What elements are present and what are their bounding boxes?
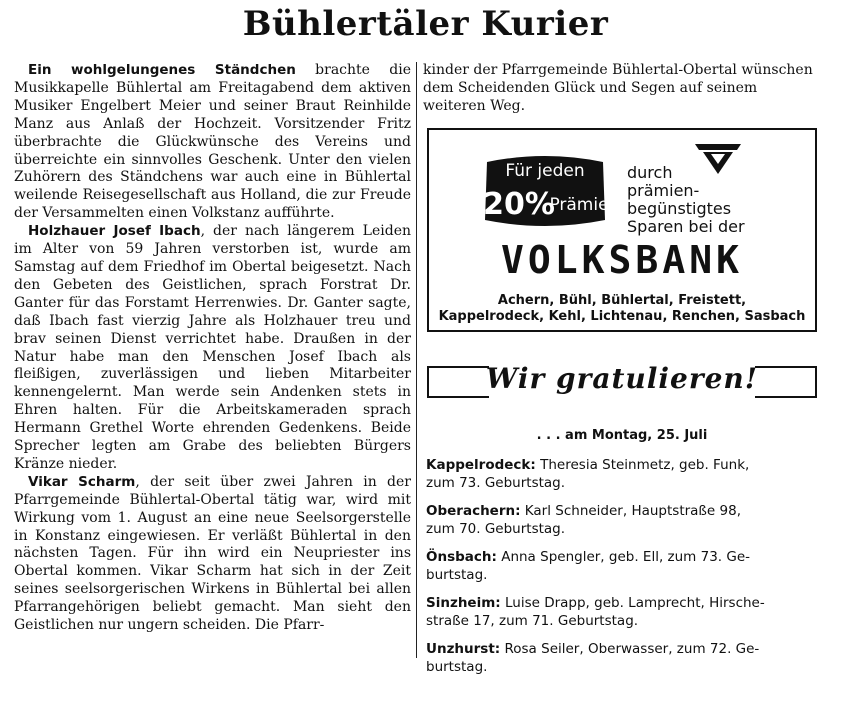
congratulations-title: Wir gratulieren! — [485, 362, 759, 395]
list-item — [426, 594, 822, 630]
bank-towns-line: Achern, Bühl, Bühlertal, Freistett, — [497, 293, 747, 308]
percent-badge — [481, 152, 609, 230]
entry-line1: Rosa Seiler, Oberwasser, zum 72. Ge- — [500, 641, 760, 657]
ad-durch-line: Sparen bei der — [627, 217, 745, 236]
entry-town: Oberachern: — [426, 503, 521, 519]
article-lead: Ein wohlgelungenes Ständchen — [28, 62, 296, 78]
list-item — [426, 640, 822, 676]
entry-line2: burtstag. — [426, 659, 488, 675]
congratulations-date: . . . am Montag, 25. Juli — [536, 428, 708, 443]
list-item — [426, 548, 822, 584]
article-lead: Vikar Scharm — [28, 473, 136, 490]
entry-line1: Luise Drapp, geb. Lamprecht, Hirsche- — [500, 595, 765, 611]
badge-line1: Für jeden — [505, 161, 585, 181]
entry-town: Önsbach: — [426, 549, 497, 565]
article-text: brachte die Musikkapelle Bühlertal am Freitagabend dem aktiven Musiker Engelbert Meier und seiner Braut Reinhilde Manz aus Anlaß der Hochzeit. Vorsitzender Fritz überbrachte die Glückwünsche des Vereins und überreichte ein sinnvolles Geschenk. Unter den vielen Zuhörern des Ständchens war auch eine in Bühlertal weilende Reisegesellschaft aus Holland, die zur Freude der Versammelten einen Volkstanz aufführte. — [14, 62, 411, 222]
ad-durch-line: begünstigtes — [627, 199, 732, 218]
article-text: , der seit über zwei Jahren in der Pfarrgemeinde Bühlertal-Obertal tätig war, wird mit Wirkung vom 1. August an eine neue Seelsorgerstelle in Konstanz eingewiesen. Er verläßt Bühlertal in den nächsten Tagen. Für ihn wird ein Neupriester ins Obertal kommen. Vikar Scharm hat sich in der Zeit seines seelsorgerischen Wirkens in Bühlertal bei allen Pfarrangehörigen beliebt gemacht. Man sieht den Geistlichen nur ungern scheiden. Die Pfarr- — [14, 473, 411, 634]
article-continuation: kinder der Pfarrgemeinde Bühlertal-Obertal wünschen dem Scheidenden Glück und Segen auf seinem weiteren Weg. — [423, 62, 813, 114]
article-lead: Holzhauer Josef Ibach — [28, 223, 201, 240]
entry-line2: straße 17, zum 71. Geburtstag. — [426, 613, 639, 629]
column-divider — [416, 62, 417, 658]
entry-line1: Anna Spengler, geb. Ell, zum 73. Ge- — [496, 549, 751, 565]
article-text: , der nach längerem Leiden im Alter von 59 Jahren verstorben ist, wurde am Samstag auf dem Friedhof im Obertal beigesetzt. Nach den Gebeten des Geistlichen, sprach Forstrat Dr. Ganter für das Forstamt Herrenwies. Dr. Ganter sagte, daß Ibach fast vierzig Jahre als Holzhauer treu und brav seinen Dienst verrichtet habe. Draußen in der Natur habe man den Menschen Josef Ibach als fleißigen, zuverlässigen und lieben Mitarbeiter kennengelernt. Man werde sein Andenken stets in Ehren halten. Für die Arbeitskameraden sprach Hermann Grethel Worte ehrenden Gedenkens. Beide Sprecher legten am Grabe des beliebten Bürgers Kränze nieder. — [14, 223, 412, 472]
entry-town: Sinzheim: — [426, 595, 501, 611]
congratulations-list — [426, 456, 822, 686]
entry-line2: burtstag. — [426, 567, 488, 583]
article-scharm — [14, 474, 411, 635]
congratulations-heading — [427, 360, 817, 400]
bank-towns-line: Kappelrodeck, Kehl, Lichtenau, Renchen, Sasbach — [438, 309, 806, 324]
ad-durch-line: prämien- — [627, 181, 700, 200]
article-ibach — [14, 223, 411, 474]
entry-line2: zum 70. Geburtstag. — [426, 521, 566, 537]
left-column — [14, 62, 411, 635]
entry-line1: Theresia Steinmetz, geb. Funk, — [535, 457, 750, 473]
list-item — [426, 502, 822, 538]
bank-towns — [429, 293, 815, 325]
entry-line2: zum 73. Geburtstag. — [426, 475, 566, 491]
volksbank-logo-icon — [693, 140, 743, 176]
bank-name: VOLKSBANK — [501, 238, 743, 282]
entry-line1: Karl Schneider, Hauptstraße 98, — [520, 503, 742, 519]
article-staendchen — [14, 62, 411, 223]
right-column — [423, 62, 818, 116]
list-item — [426, 456, 822, 492]
badge-line3: Prämie — [549, 195, 609, 215]
volksbank-advertisement — [427, 128, 817, 332]
entry-town: Kappelrodeck: — [426, 457, 536, 473]
ad-durch-line: durch — [627, 163, 673, 182]
entry-town: Unzhurst: — [426, 641, 501, 657]
page-title: Bühlertäler Kurier — [242, 4, 609, 44]
badge-percent: 20% — [483, 187, 555, 222]
